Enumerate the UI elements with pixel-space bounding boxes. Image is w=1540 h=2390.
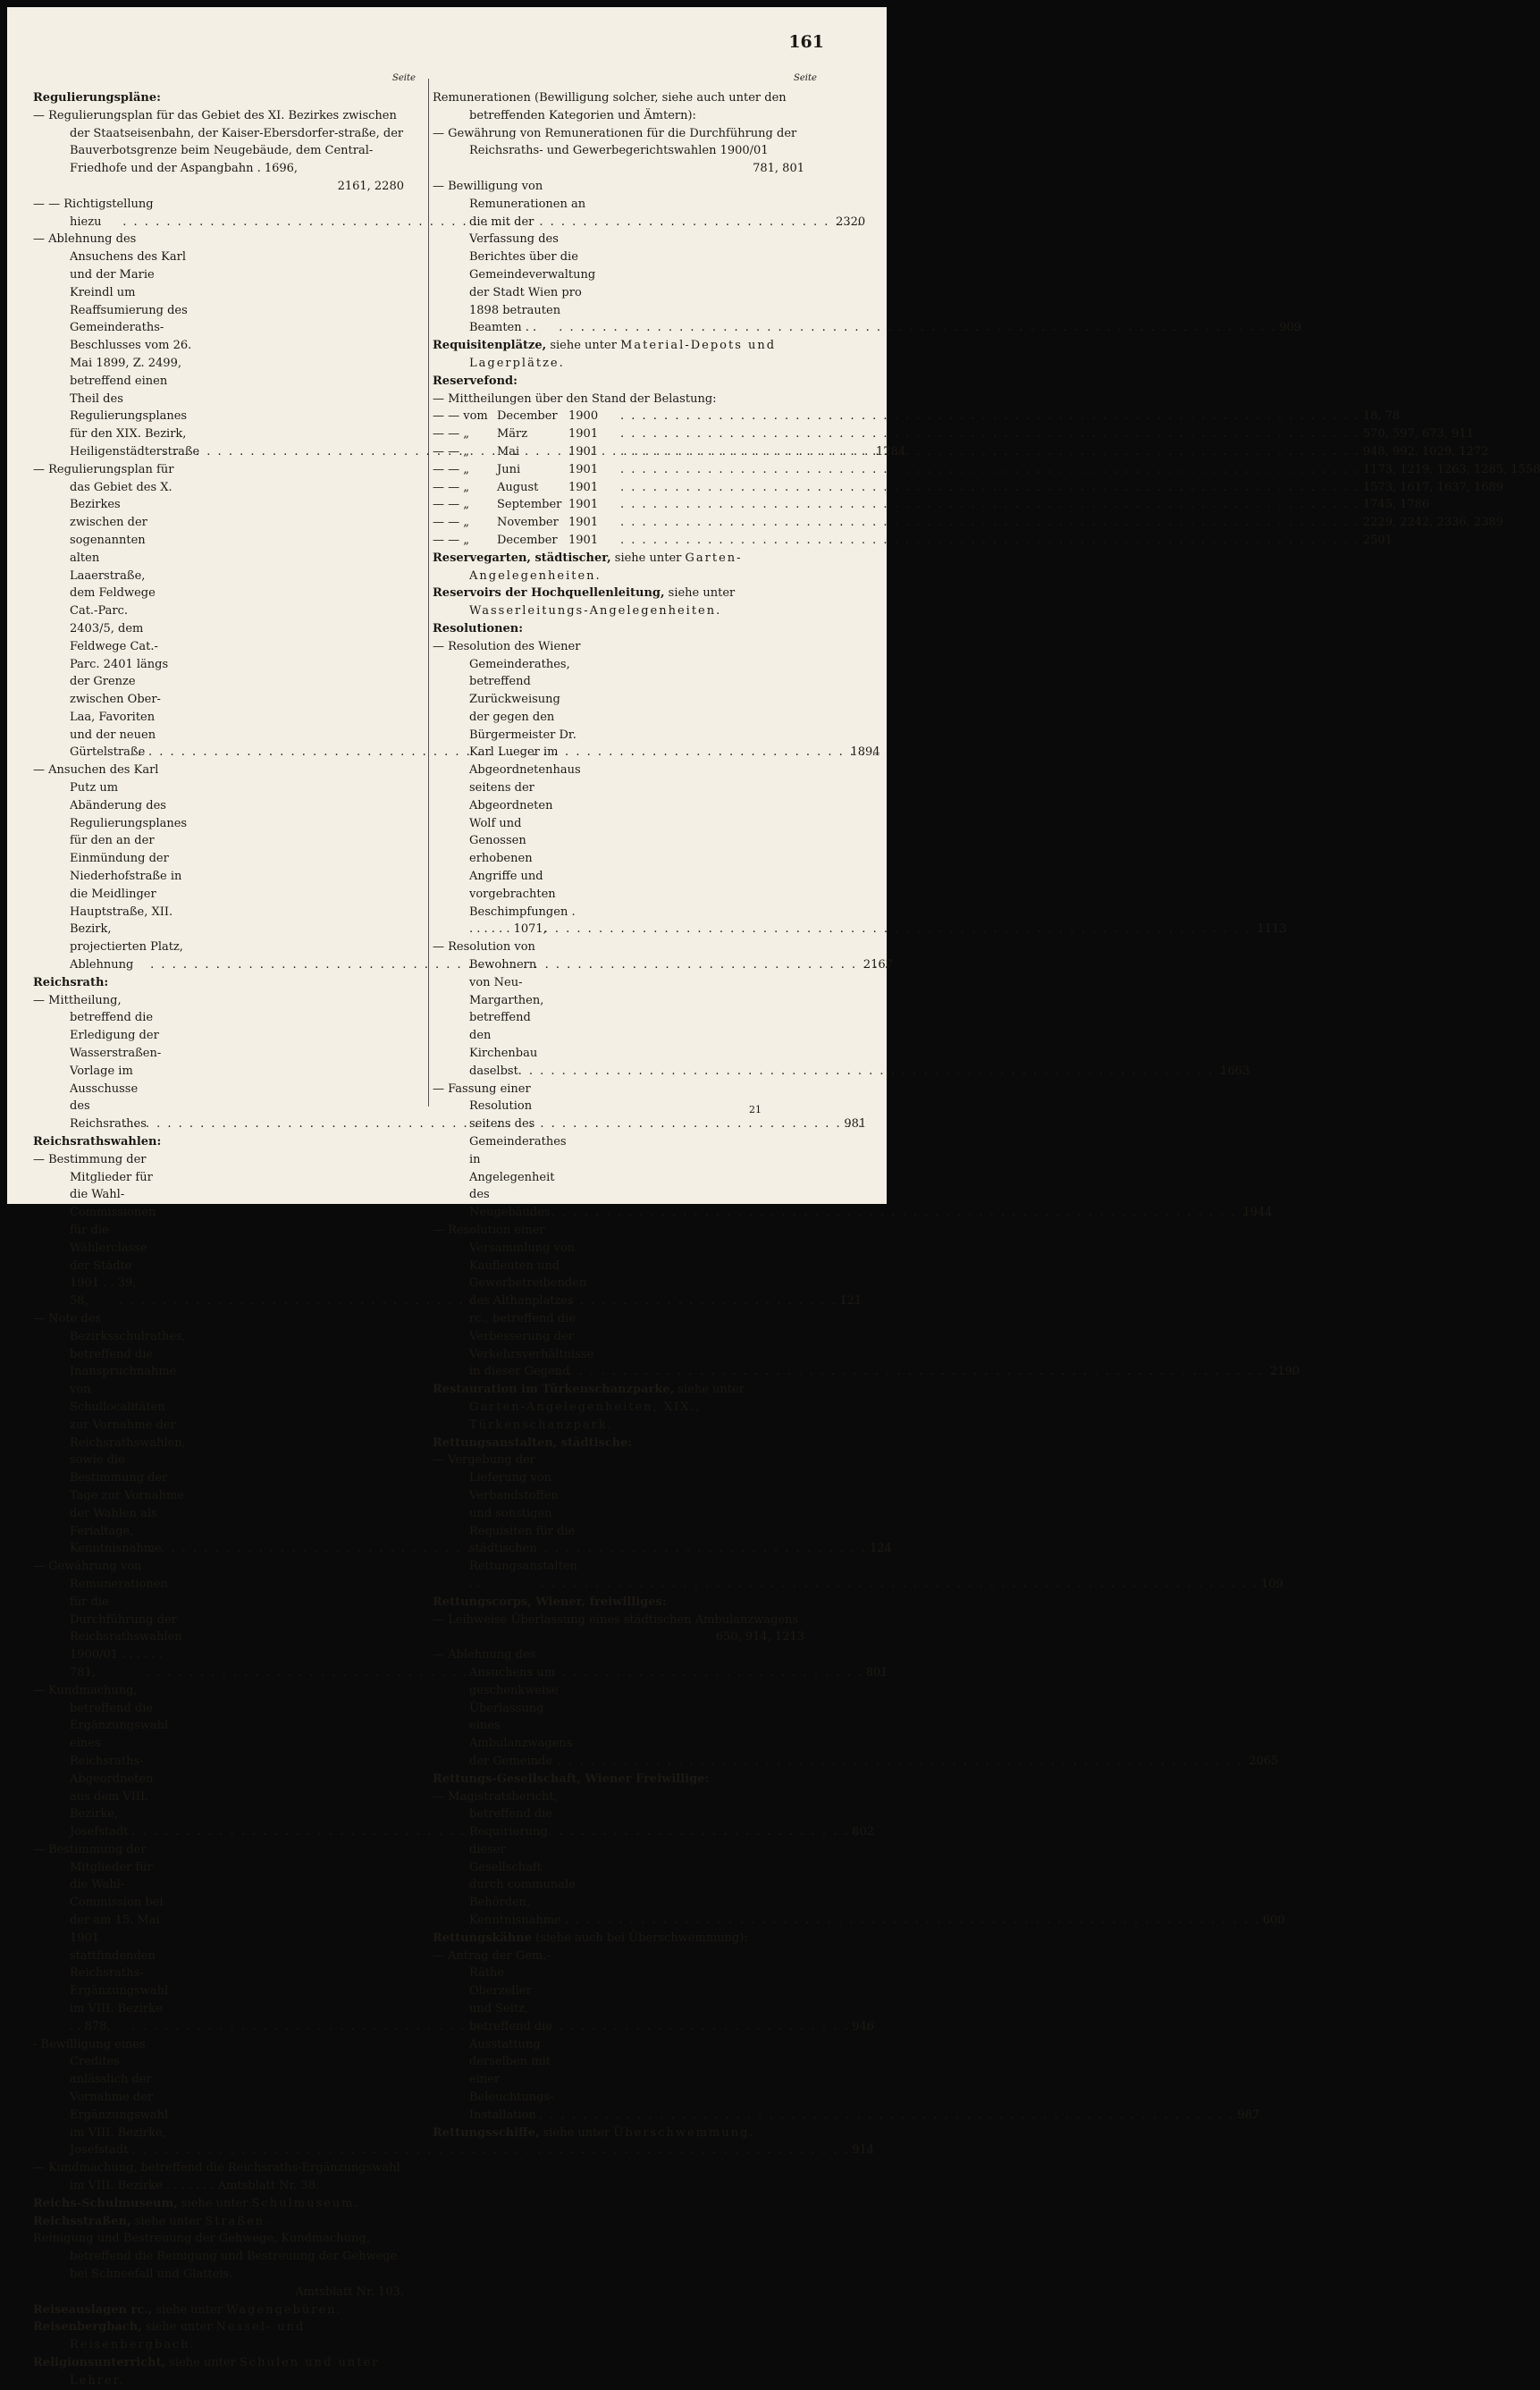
reserve-date xyxy=(433,425,620,443)
page-reference: 802 xyxy=(852,1825,875,1839)
see-target: Garten-Angelegenheiten, XIX., Türkenschanzpark. xyxy=(469,1400,702,1432)
leader-dots xyxy=(620,479,1360,497)
index-entry xyxy=(33,196,866,231)
reserve-year: 1901 xyxy=(568,462,599,476)
entry-text: - Bewilligung eines Credites anlässlich der Vornahme der Ergänzungswahl im VIII. Bezirke, Josefstadt xyxy=(33,2037,169,2158)
cross-reference xyxy=(33,2195,404,2213)
reserve-date xyxy=(433,479,620,497)
entry-text: — Vergebung der Lieferung von Verbandstoffen und sonstigen Requisiten für die städtischen Rettungsanstalten . . xyxy=(433,1453,577,1591)
leader-dots xyxy=(577,1576,1281,1594)
reserve-year: 1901 xyxy=(568,480,599,494)
entry-text: — Fassung einer Resolution seitens des Gemeinderathes in Angelegenheit des Neugebäudes xyxy=(433,1081,567,1220)
see-target: Überschwemmung. xyxy=(613,2125,755,2140)
leader-dots xyxy=(620,496,1360,514)
page-reference: 981 xyxy=(844,1117,867,1132)
entry-text: — Resolution von Bewohnern von Neu-Margarthen, betreffend den Kirchenbau daselbst xyxy=(433,940,544,1078)
entry-text: — Ablehnung des Ansuchens des Karl und der Marie Kreindl um Reaffsumierung des Gemeinderaths-Beschlusses vom 26. Mai 1899, Z. 2499, betreffend einen Theil des Regulierungsplanes für den XIX. Bezirk, Heiligenstädterstraße xyxy=(33,232,200,459)
leader-dots xyxy=(595,319,1302,337)
entry-text: — Gewährung von Remunerationen für die Durchführung der Reichsrathswahlen 1900/01 . . . . . . 781, xyxy=(33,1560,182,1679)
reserve-row xyxy=(433,425,1474,443)
see-target: Wasserleitungs-Angelegenheiten. xyxy=(469,604,722,619)
leader-dots xyxy=(593,1363,1297,1381)
page-reference: 2167 xyxy=(863,958,893,972)
entry-text: — Ansuchen des Karl Putz um Abänderung des Regulierungsplanes für den an der Einmündung der Niederhofstraße in die Meidlinger Hauptstraße, XII. Bezirk, projectierten Platz, Ablehnung xyxy=(33,763,188,972)
reserve-row xyxy=(433,496,1430,514)
index-heading: Rettungscorps, Wiener, freiwilliges: xyxy=(433,1595,667,1609)
entry-head: Restauration im Türkenschanzparke, xyxy=(433,1383,675,1397)
reserve-prefix: — — „ xyxy=(433,516,469,530)
entry-text: — Magistratsbericht, betreffend die Requirierung dieser Gesellschaft durch communale Behörden, Kenntnisnahme . xyxy=(433,1789,576,1928)
leader-dots xyxy=(572,1753,1275,1771)
entry-text: siehe unter xyxy=(152,2302,227,2317)
reserve-year: 1900 xyxy=(568,409,599,424)
page-reference: 600 xyxy=(1262,1914,1285,1928)
reserve-month: August xyxy=(497,480,539,494)
index-entry: — Regulierungsplan für das Gebiet des XI. Bezirkes zwischen der Staatseisenbahn, der Kaiser-Ebersdorfer-straße, der Bauverbotsgrenze beim Neugebäude, dem Central-Friedhofe und der Aspangbahn . 1696, xyxy=(33,108,404,176)
page-reference: 1894 xyxy=(850,745,880,760)
see-target: Wagengebüren. xyxy=(226,2302,342,2317)
page-reference: 124 xyxy=(869,1542,892,1556)
entry-text: siehe unter xyxy=(539,2125,614,2140)
reserve-date xyxy=(433,461,620,479)
page-reference: 1784 xyxy=(876,444,906,459)
entry-head: Reservoirs der Hochquellenleitung, xyxy=(433,586,665,601)
reserve-month: Mai xyxy=(497,444,520,459)
cross-reference xyxy=(33,2354,404,2390)
entry-text: siehe unter xyxy=(546,339,621,353)
reserve-year: 1901 xyxy=(568,516,599,530)
reserve-prefix: — — „ xyxy=(433,444,469,459)
page-reference: 781, 801 xyxy=(753,162,804,176)
cross-reference xyxy=(433,337,804,373)
reserve-date xyxy=(433,443,620,461)
reserve-row xyxy=(433,532,1393,550)
index-entry: — Mittheilungen über den Stand der Belastung: xyxy=(433,391,717,406)
see-target: Material-Depots und Lagerplätze. xyxy=(469,339,777,370)
page-reference: 18, 78 xyxy=(1362,409,1401,424)
reserve-row xyxy=(433,408,1401,425)
entry-text: siehe unter xyxy=(610,551,686,565)
entry-text: — Resolution des Wiener Gemeinderathes, betreffend Zurückweisung der gegen den Bürgermeister Dr. Karl Lueger im Abgeordnetenhaus seitens der Abgeordneten Wolf und Genossen erhobenen Angriffe und vorgebrachten Beschimpfungen . . . . . . . 1071, xyxy=(433,639,581,937)
index-heading: Reichsrathswahlen: xyxy=(33,1135,162,1149)
entry-head: Reisenbergbach, xyxy=(33,2320,142,2335)
page-reference: 801 xyxy=(865,1665,888,1679)
entry-text: — Kundmachung, betreffend die Ergänzungswahl eines Reichsraths-Abgeordneten aus dem VIII. Bezirke, Josefstadt xyxy=(33,1683,169,1839)
entry-text: — Regulierungsplan für das Gebiet des X. Bezirkes zwischen der sogenannten alten Laaerstraße, dem Feldwege Cat.-Parc. 2403/5, dem Feldwege Cat.-Parc. 2401 längs der Grenze zwischen Ober-Laa, Favoriten und der neuen Gürtelstraße xyxy=(33,462,174,760)
reserve-month: December xyxy=(497,533,558,547)
entry-text: (siehe auch bei Überschwemmung): xyxy=(532,1931,748,1945)
page-reference: 2161, 2280 xyxy=(337,179,404,193)
reserve-year: 1901 xyxy=(568,444,599,459)
column-divider xyxy=(428,79,429,1107)
reserve-month: Juni xyxy=(497,462,521,476)
index-heading: Regulierungspläne: xyxy=(33,91,161,105)
index-heading: Rettungsanstalten, städtische: xyxy=(433,1435,633,1450)
index-entry: — Kundmachung, betreffend die Reichsraths-Ergänzungswahl im VIII. Bezirke . . . . . . . Amtsblatt Nr. 38. xyxy=(33,2161,400,2193)
page-reference: 1113 xyxy=(1257,922,1287,937)
index-entry: Remunerationen (Bewilligung solcher, siehe auch unter den betreffenden Kategorien und Ämtern): xyxy=(433,91,787,122)
index-heading: Rettungs-Gesellschaft, Wiener Freiwillige: xyxy=(433,1771,710,1786)
reserve-date xyxy=(433,532,620,550)
reserve-month: September xyxy=(497,498,562,512)
page-reference: 650, 914, 1213 xyxy=(715,1630,804,1645)
entry-head: Reichsstraßen, xyxy=(33,2214,131,2228)
reserve-prefix: — — „ xyxy=(433,533,469,547)
reserve-date xyxy=(433,408,620,425)
entry-text: — Mittheilung, betreffend die Erledigung der Wasserstraßen-Vorlage im Ausschusse des Reichsrathes xyxy=(33,993,162,1132)
page-reference: 2065 xyxy=(1249,1754,1279,1768)
cross-reference xyxy=(33,2302,404,2319)
page-reference: 109 xyxy=(1260,1577,1283,1591)
entry-text: siehe unter xyxy=(141,2320,216,2335)
page-reference: 570, 597, 673, 911 xyxy=(1362,427,1474,442)
reserve-row xyxy=(433,479,1504,497)
entry-text: — Bewilligung von Remunerationen an die mit der Verfassung des Berichtes über die Gemeindeverwaltung der Stadt Wien pro 1898 betrauten Beamten . . xyxy=(433,179,596,335)
index-page xyxy=(7,7,1540,2387)
page-reference: Amtsblatt Nr. 103. xyxy=(295,2285,404,2299)
see-target: Garten-Angelegenheiten. xyxy=(469,551,743,583)
entry-text: siehe unter xyxy=(664,586,736,601)
entry-head: Rettungskähne xyxy=(433,1931,533,1945)
cross-reference xyxy=(33,2213,404,2231)
reserve-date xyxy=(433,514,620,532)
cross-reference xyxy=(33,2318,404,2354)
reserve-prefix: — — „ xyxy=(433,427,469,442)
leader-dots xyxy=(620,532,1360,550)
page-reference: 948, 992, 1029, 1272 xyxy=(1362,444,1489,459)
leader-dots xyxy=(553,2107,1260,2125)
seite-label-left: Seite xyxy=(392,73,416,83)
cross-reference xyxy=(433,2125,804,2142)
page-reference: 1745, 1786 xyxy=(1362,498,1430,512)
entry-head: Reichs-Schulmuseum, xyxy=(33,2196,178,2210)
reserve-year: 1901 xyxy=(568,498,599,512)
leader-dots xyxy=(620,514,1360,532)
entry-text: siehe unter xyxy=(177,2196,252,2210)
entry-head: Reservegarten, städtischer, xyxy=(433,551,611,565)
index-heading: Reservefond: xyxy=(433,374,518,388)
reserve-date xyxy=(433,496,620,514)
page-reference: 946 xyxy=(852,2019,875,2033)
page-reference: 987 xyxy=(1237,2108,1260,2122)
leader-dots xyxy=(620,408,1360,425)
leader-dots xyxy=(579,1912,1283,1930)
entry-text: — Bestimmung der Mitglieder für die Wahl-Commission bei der am 15. Mai 1901 stattfindenden Reichsraths-Ergänzungswahl im VIII. Bezirke . . 878, xyxy=(33,1842,169,2033)
page-reference: 2501 xyxy=(1362,533,1393,547)
entry-text: — Ablehnung des Ansuchens um geschenkweise Überlassung eines Ambulanzwagens der Gemeinde xyxy=(433,1648,573,1768)
reserve-row xyxy=(433,461,1540,479)
leader-dots xyxy=(581,921,1284,938)
entry-text: — Bestimmung der Mitglieder für die Wahl-Commissionen für die Wählerclasse der Städte 1901 . . 39, 58, xyxy=(33,1152,156,1309)
see-target: Nessel- und Reisenbergbach. xyxy=(70,2320,306,2352)
reserve-month: März xyxy=(497,427,528,442)
leader-dots xyxy=(620,443,1360,461)
cross-reference xyxy=(433,1381,804,1434)
entry-text: — Antrag der Gem.-Räthe Oberzeller und Seitz, betreffend die Ausstattung derselben mit einer Beleuchtungs-Installation xyxy=(433,1948,554,2122)
entry-text: — — Richtigstellung hiezu xyxy=(33,197,154,229)
page-reference: 909 xyxy=(1279,321,1302,335)
entry-head: Rettungsschiffe, xyxy=(433,2125,540,2140)
entry-head: Religionsunterricht, xyxy=(33,2356,166,2369)
entry-text: — Resolution einer Versammlung von Kaufleuten und Gewerbetreibenden des Althanplatzes rc., betreffend die Verbesserung der Verkehrsverhältnisse in dieser Gegend xyxy=(433,1224,594,1379)
index-entry: — Leihweise Überlassung eines städtischen Ambulanzwagens xyxy=(433,1612,799,1627)
entry-text: siehe unter xyxy=(674,1383,745,1397)
reserve-year: 1901 xyxy=(568,533,599,547)
leader-dots xyxy=(567,1204,1273,1222)
cross-reference xyxy=(433,585,804,620)
entry-head: Requisitenplätze, xyxy=(433,339,547,353)
see-target: Schulen und unter Lehrer. xyxy=(70,2356,380,2387)
leader-dots xyxy=(543,1063,1247,1081)
reserve-prefix: — — vom xyxy=(433,409,488,424)
signature-mark: 21 xyxy=(749,1104,762,1115)
index-heading: Resolutionen: xyxy=(433,621,524,635)
page-reference: 121 xyxy=(839,1294,863,1309)
reserve-prefix: — — „ xyxy=(433,462,469,476)
seite-label-right: Seite xyxy=(794,73,817,83)
see-target: Straßen. xyxy=(205,2214,271,2228)
index-heading: Reichsrath: xyxy=(33,975,109,989)
page-reference: 1573, 1617, 1637, 1689 xyxy=(1362,480,1504,494)
reserve-month: November xyxy=(497,516,559,530)
page-reference: 2190 xyxy=(1270,1365,1300,1379)
leader-dots xyxy=(620,425,1360,443)
see-target: Schulmuseum. xyxy=(251,2196,360,2210)
index-entry: Reinigung und Bestreuung der Gehwege, Kundmachung, betreffend die Reinigung und Bestreuung der Gehwege bei Schneefall und Glatteis. xyxy=(33,2232,398,2282)
entry-text: — Note des Bezirksschulrathes, betreffend die Inanspruchnahme von Schullocalitäten zur Vornahme der Reichsrathswahlen, sowie die Bestimmung der Tage zur Vornahme der Wahlen als Ferialtage, Kenntnisnahme xyxy=(33,1311,186,1556)
reserve-month: December xyxy=(497,409,558,424)
page-reference: 1663 xyxy=(1220,1064,1250,1078)
page-number: 161 xyxy=(788,32,824,52)
reserve-prefix: — — „ xyxy=(433,480,469,494)
cross-reference xyxy=(433,550,804,585)
entry-head: Reiseauslagen rc., xyxy=(33,2302,153,2317)
page-reference: 1944 xyxy=(1242,1206,1273,1220)
entry-text: siehe unter xyxy=(165,2356,240,2369)
reserve-row xyxy=(433,514,1504,532)
index-entry: — Gewährung von Remunerationen für die Durchführung der Reichsraths- und Gewerbegerichtswahlen 1900/01 xyxy=(433,126,797,158)
page-reference: 1173, 1219, 1263, 1285, 1558 xyxy=(1362,462,1540,476)
leader-dots xyxy=(168,2142,871,2159)
entry-text: siehe unter xyxy=(130,2214,206,2228)
page-reference: 2320 xyxy=(836,215,866,229)
cross-reference xyxy=(433,1930,804,1948)
reserve-prefix: — — „ xyxy=(433,498,469,512)
page-reference: 914 xyxy=(852,2143,875,2158)
page-reference: 2229, 2242, 2336, 2389 xyxy=(1362,516,1504,530)
reserve-year: 1901 xyxy=(568,427,599,442)
leader-dots xyxy=(620,461,1360,479)
